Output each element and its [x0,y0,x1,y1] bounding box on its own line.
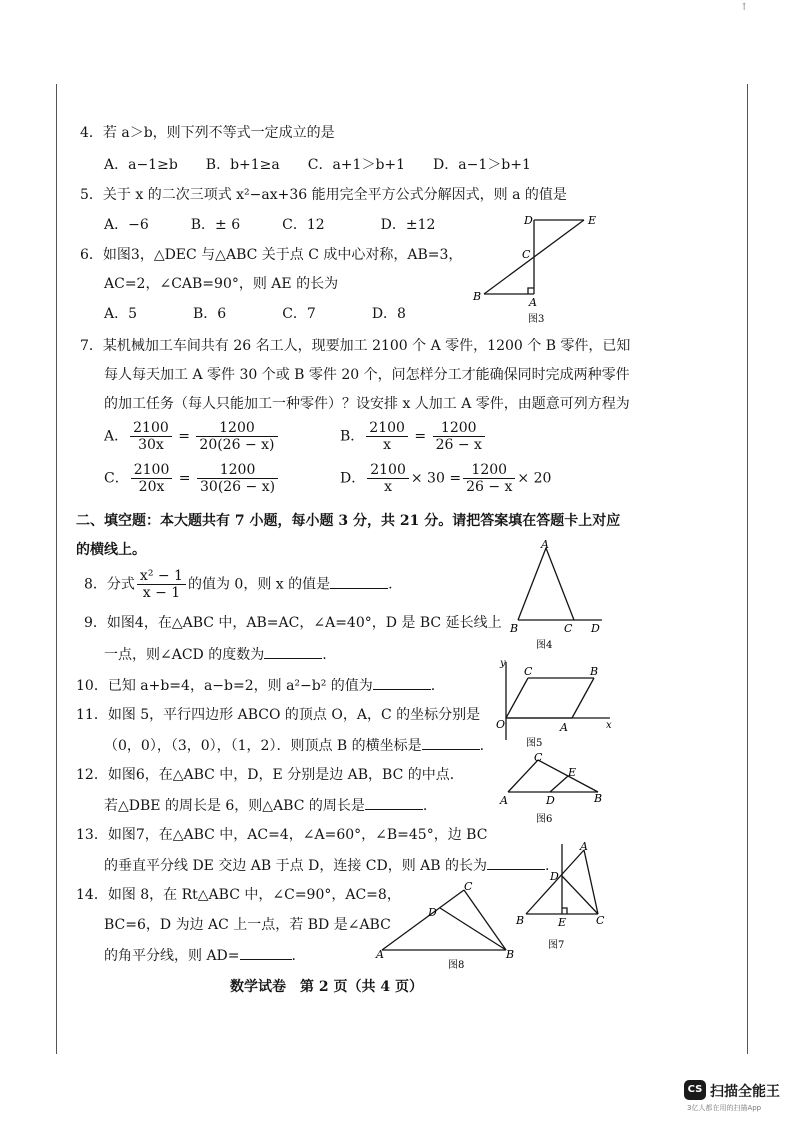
q8: 8．分式 $\frac{\text{x² − 1}}{x - 1}$ 的值为 0，则 x 的值是 . [84,568,393,601]
section2-title-cont: 的横线上。 [76,542,146,558]
q7-line1: 7．某机械加工车间共有 26 名工人，现要加工 2100 个 A 零件，1200 个 B 零件，已知 [80,338,631,354]
fig7-label-e: E [558,916,567,929]
fig8-label-d: D [428,906,437,919]
figure-4 [506,536,616,654]
q12-answer-blank[interactable] [365,796,423,810]
q7-a-left-fraction: $\frac{2100}{30x}$ [130,420,172,453]
q13-line2: 的垂直平分线 DE 交边 AB 于点 D，连接 CD，则 AB 的长为 . [104,858,550,874]
fig5-label-y: y [500,658,506,669]
q4-options: A．a−1≥b B．b+1≥a C．a+1＞b+1 D．a−1＞b+1 [104,157,531,173]
q7-a-label: A． [104,428,129,445]
fig5-label-b: B [590,665,599,678]
fig7-label-d: D [550,870,559,883]
q7-line2: 每人每天加工 A 零件 30 个或 B 零件 20 个，问怎样分工才能确保同时完成两种零件 [104,367,630,383]
q11-answer-blank[interactable] [422,736,480,750]
figure-6 [494,748,614,828]
q14-line1: 14．如图 8，在 Rt△ABC 中，∠C=90°，AC=8， [76,887,401,903]
q7-b-left-fraction: $\frac{2100}{x}$ [366,420,408,453]
q7-b-label: B． [340,428,365,445]
fig5-label-a: A [560,721,568,734]
q9-line2: 一点，则∠ACD 的度数为 . [104,647,327,663]
q9-line1: 9．如图4，在△ABC 中，AB=AC，∠A=40°，D 是 BC 延长线上 [84,615,502,631]
q12-line2: 若△DBE 的周长是 6，则△ABC 的周长是 . [104,798,428,814]
q4-stem: 4．若 a＞b，则下列不等式一定成立的是 [80,125,335,141]
q7-c-left-fraction: $\frac{2100}{20x}$ [131,462,173,495]
fig8-label-c: C [464,880,473,893]
fig5-caption: 图5 [526,738,543,749]
fig3-label-e: E [588,214,597,227]
fig3-label-a: A [529,296,537,309]
q8-answer-blank[interactable] [330,575,388,589]
fig5-label-o: O [496,718,506,731]
fig6-label-e: E [568,766,577,779]
fig8-label-b: B [506,948,515,961]
q11-line1: 11．如图 5，平行四边形 ABCO 的顶点 O，A，C 的坐标分别是 [76,707,481,723]
fig6-caption: 图6 [536,814,553,825]
fig4-label-d: D [591,622,600,635]
scanner-slogan: 3亿人都在用的扫描App [687,1104,762,1112]
q12-line1: 12．如图6，在△ABC 中，D，E 分别是边 AB，BC 的中点． [76,767,464,783]
fig6-label-b: B [594,792,603,805]
fig4-caption: 图4 [536,640,553,651]
q7-d-left-fraction: $\frac{2100}{x}$ [367,462,409,495]
fig5-label-x: x [606,720,612,731]
q7-option-c: C． $\frac{2100}{20x}$ = $\frac{1200}{30(26 - x)}$ [104,462,280,495]
q7-b-right-fraction: $\frac{1200}{26 - x}$ [433,420,485,453]
figure-8 [372,876,525,976]
fig8-caption: 图8 [448,960,465,971]
fig3-label-d: D [524,214,533,227]
scanner-app-name: 扫描全能王 [710,1084,780,1100]
q5-stem: 5．关于 x 的二次三项式 x²−ax+36 能用完全平方公式分解因式，则 a 的值是 [80,187,567,203]
q7-d-label: D． [340,470,366,487]
q6-options: A．5 B．6 C．7 D．8 [104,306,406,322]
fig3-label-c: C [522,248,531,261]
q7-option-a: A． $\frac{2100}{30x}$ = $\frac{1200}{20(26 - x)}$ [104,420,280,453]
figure-7 [512,836,612,958]
q7-a-right-fraction: $\frac{1200}{20(26 - x)}$ [196,420,277,453]
fig8-label-a: A [376,948,384,961]
q14-line2: BC=6，D 为边 AC 上一点，若 BD 是∠ABC [104,917,391,933]
q7-line3: 的加工任务（每人只能加工一种零件）？设安排 x 人加工 A 零件，由题意可列方程为 [104,396,630,412]
fig6-label-a: A [500,794,508,807]
q6-line2: AC=2，∠CAB=90°，则 AE 的长为 [104,276,339,292]
section2-title: 二、填空题：本大题共有 7 小题，每小题 3 分，共 21 分。请把答案填在答题卡上对应 [76,513,621,529]
fig4-label-c: C [564,622,573,635]
scanner-logo-icon: CS [684,1080,706,1100]
fig3-label-b: B [473,290,482,303]
q10-answer-blank[interactable] [373,676,431,690]
fig3-caption: 图3 [528,314,545,325]
figure-3 [466,208,606,328]
q5-options: A．−6 B．± 6 C．12 D．±12 [104,217,436,233]
q10: 10．已知 a+b=4，a−b=2，则 a²−b² 的值为 . [76,678,436,694]
q7-c-right-fraction: $\frac{1200}{30(26 - x)}$ [197,462,278,495]
q8-fraction: $\frac{\text{x² − 1}}{x - 1}$ [137,568,186,601]
fig7-caption: 图7 [548,940,565,951]
q14-answer-blank[interactable] [240,946,292,960]
q13-line1: 13．如图7，在△ABC 中，AC=4，∠A=60°，∠B=45°，边 BC [76,827,488,843]
figure-5 [490,656,620,752]
q7-c-label: C． [104,470,129,487]
fig7-label-c: C [596,914,605,927]
q7-option-d: D． $\frac{2100}{x}$ × 30 = $\frac{1200}{26 - x}$ × 20 [340,462,552,495]
fig4-label-a: A [541,538,549,551]
page-footer: 数学试卷 第 2 页（共 4 页） [230,979,423,995]
q7-option-b: B． $\frac{2100}{x}$ = $\frac{1200}{26 - x}$ [340,420,487,453]
q9-answer-blank[interactable] [264,645,322,659]
q14-line3: 的角平分线，则 AD= . [104,948,296,964]
fig4-label-b: B [510,622,519,635]
q11-line2: （0，0），（3，0），（1，2）．则顶点 B 的横坐标是 . [104,738,485,754]
fig7-label-b: B [516,914,525,927]
q7-d-right-fraction: $\frac{1200}{26 - x}$ [463,462,515,495]
corner-mark: ↑ [740,2,749,13]
fig5-label-c: C [524,665,533,678]
q6-line1: 6．如图3，△DEC 与△ABC 关于点 C 成中心对称，AB=3， [80,247,463,263]
fig7-label-a: A [580,840,588,853]
fig6-label-d: D [546,794,555,807]
fig6-label-c: C [534,751,543,764]
